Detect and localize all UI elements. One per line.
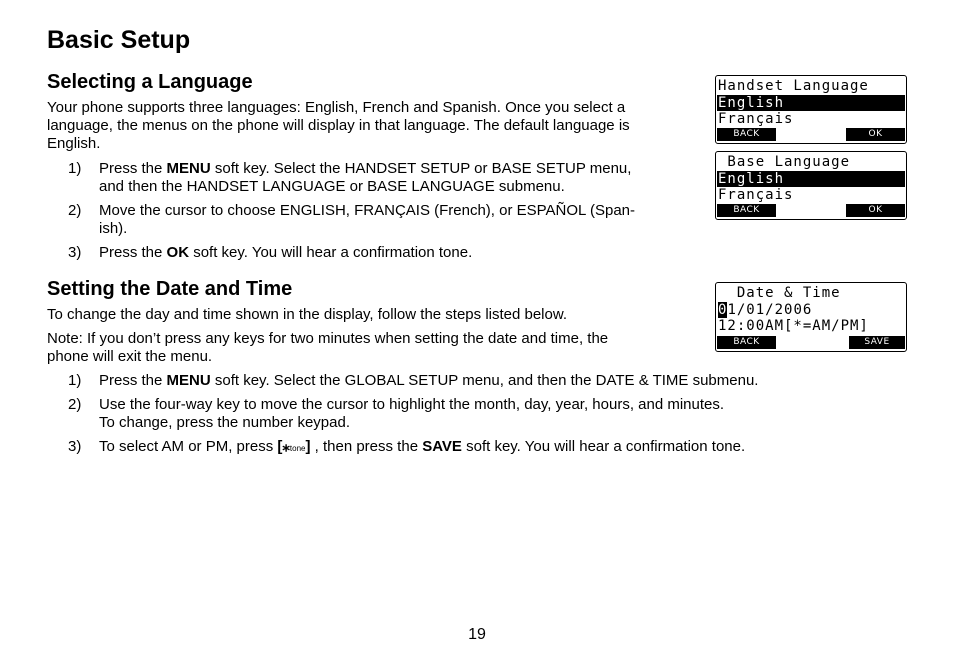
cursor-highlight: 0 bbox=[718, 302, 728, 318]
screen-option: Français bbox=[718, 187, 794, 203]
text-line: phone will exit the menu. bbox=[47, 348, 213, 365]
section-title-language: Selecting a Language bbox=[47, 71, 253, 93]
step-number: 2) bbox=[68, 202, 82, 219]
back-softkey: BACK bbox=[717, 204, 776, 217]
datetime-note bbox=[47, 330, 608, 366]
step-text: To change, press the number keypad. bbox=[99, 414, 350, 431]
ok-softkey: OK bbox=[846, 204, 905, 217]
text-line: Note: If you don’t press any keys for two minutes when setting the date and time, the bbox=[47, 330, 609, 347]
screen-option-selected: English bbox=[717, 171, 905, 187]
back-softkey: BACK bbox=[717, 336, 776, 349]
step-text: Press the MENU soft key. Select the GLOBAL SETUP menu, and then the DATE & TIME submenu. bbox=[99, 372, 759, 389]
text-line: To change the day and time shown in the display, follow the steps listed below. bbox=[47, 306, 568, 323]
handset-language-screen bbox=[715, 75, 907, 144]
screen-title: Date & Time bbox=[718, 285, 841, 301]
step-text: Move the cursor to choose ENGLISH, FRANÇAIS (French), or ESPAÑOL (Span- bbox=[99, 202, 636, 219]
language-intro bbox=[47, 99, 630, 153]
base-language-screen bbox=[715, 151, 907, 220]
step-text: To select AM or PM, press [⁎tone] , then press the SAVE soft key. You will hear a confirmation tone. bbox=[99, 438, 746, 455]
page-number: 19 bbox=[468, 626, 486, 643]
screen-time-line: 12:00AM[*=AM/PM] bbox=[718, 318, 869, 334]
datetime-intro bbox=[47, 306, 567, 324]
save-softkey: SAVE bbox=[849, 336, 905, 349]
screen-date-line: 01/01/2006 bbox=[718, 302, 813, 318]
star-tone-key-icon: [⁎tone] bbox=[277, 438, 311, 455]
step-number: 3) bbox=[68, 244, 82, 261]
screen-option-selected: English bbox=[717, 95, 905, 111]
step-number: 3) bbox=[68, 438, 82, 455]
step-text: Use the four-way key to move the cursor to highlight the month, day, year, hours, and minutes. bbox=[99, 396, 725, 413]
step-number: 2) bbox=[68, 396, 82, 413]
text-line: Your phone supports three languages: English, French and Spanish. Once you select a bbox=[47, 99, 626, 116]
screen-title: Base Language bbox=[718, 154, 851, 170]
step-number: 1) bbox=[68, 160, 82, 177]
back-softkey: BACK bbox=[717, 128, 776, 141]
step-text: ish). bbox=[99, 220, 128, 237]
section-title-datetime: Setting the Date and Time bbox=[47, 278, 293, 300]
text-line: language, the menus on the phone will display in that language. The default language is bbox=[47, 117, 630, 134]
text-line: English. bbox=[47, 135, 101, 152]
step-text: Press the MENU soft key. Select the HANDSET SETUP or BASE SETUP menu, bbox=[99, 160, 632, 177]
screen-title: Handset Language bbox=[718, 78, 869, 94]
step-text: Press the OK soft key. You will hear a confirmation tone. bbox=[99, 244, 473, 261]
step-number: 1) bbox=[68, 372, 82, 389]
step-text: and then the HANDSET LANGUAGE or BASE LANGUAGE submenu. bbox=[99, 178, 565, 195]
screen-option: Français bbox=[718, 111, 794, 127]
ok-softkey: OK bbox=[846, 128, 905, 141]
date-time-screen bbox=[715, 282, 907, 352]
page-title: Basic Setup bbox=[47, 26, 191, 54]
